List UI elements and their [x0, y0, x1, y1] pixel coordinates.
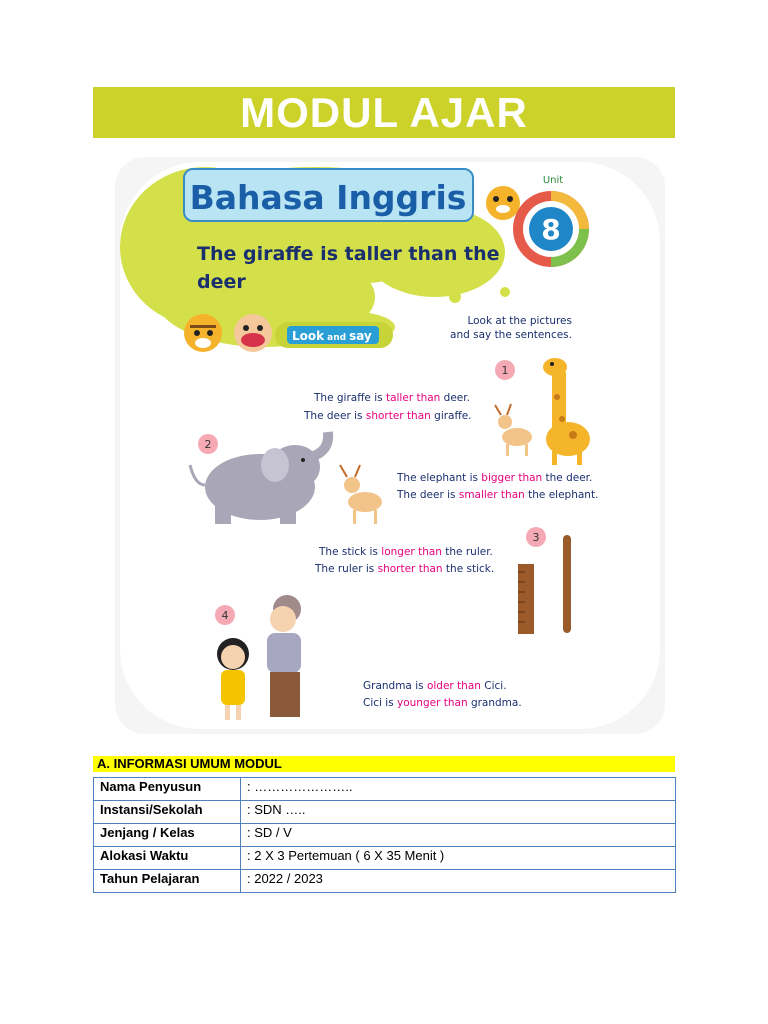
- table-row: [94, 847, 676, 870]
- number-badge: [215, 605, 235, 625]
- sentence-4b: Cici is younger than grandma.: [363, 697, 522, 709]
- row-label: Jenjang / Kelas: [94, 824, 241, 847]
- sentence-4a: Grandma is older than Cici.: [363, 680, 507, 692]
- number-badge: [526, 527, 546, 547]
- sentence-3b: The ruler is shorter than the stick.: [315, 563, 495, 575]
- module-info-table: [93, 777, 676, 893]
- sentence-3a: The stick is longer than the ruler.: [319, 546, 493, 558]
- svg-text:1: 1: [501, 364, 509, 377]
- row-label: Nama Penyusun: [94, 778, 241, 801]
- unit-number: 8: [541, 213, 561, 246]
- dog-face-icon: [234, 314, 272, 352]
- svg-text:3: 3: [532, 531, 540, 544]
- row-value: : …………………..: [241, 778, 676, 801]
- row-value: : 2 X 3 Pertemuan ( 6 X 35 Menit ): [241, 847, 676, 870]
- row-value: : SD / V: [241, 824, 676, 847]
- svg-text:Lookandsay: Look and say: [292, 329, 372, 343]
- look-and-say-tag: [275, 322, 393, 348]
- lesson-title-line2: deer: [197, 271, 246, 293]
- stick-illustration: [563, 535, 571, 633]
- row-label: Alokasi Waktu: [94, 847, 241, 870]
- row-label: Tahun Pelajaran: [94, 870, 241, 893]
- table-row: [94, 801, 676, 824]
- section-a-heading: A. INFORMASI UMUM MODUL: [93, 756, 675, 772]
- svg-text:4: 4: [221, 609, 229, 622]
- instruction-line2: and say the sentences.: [450, 329, 572, 341]
- number-badge: [495, 360, 515, 380]
- number-badge: [198, 434, 218, 454]
- table-row: [94, 778, 676, 801]
- tiger-icon: [486, 186, 520, 220]
- module-title-banner: [93, 87, 675, 138]
- sentence-1a: The giraffe is taller than deer.: [314, 392, 470, 404]
- sentence-2b: The deer is smaller than the elephant.: [397, 489, 599, 501]
- tiger-face-icon: [184, 314, 222, 352]
- sentence-2a: The elephant is bigger than the deer.: [397, 472, 593, 484]
- ruler-illustration: [518, 564, 534, 634]
- table-row: [94, 870, 676, 893]
- unit-label: Unit: [542, 175, 564, 186]
- grandma-illustration: [267, 595, 301, 717]
- cover-illustration: [115, 157, 665, 734]
- row-value: : SDN …..: [241, 801, 676, 824]
- instruction-line1: Look at the pictures: [467, 315, 572, 327]
- lesson-title-line1: The giraffe is taller than the: [197, 243, 500, 265]
- row-value: : 2022 / 2023: [241, 870, 676, 893]
- subject-title: Bahasa Inggris: [189, 178, 467, 217]
- svg-text:2: 2: [204, 438, 212, 451]
- table-row: [94, 824, 676, 847]
- sentence-1b: The deer is shorter than giraffe.: [304, 410, 472, 422]
- module-title: MODUL AJAR: [240, 88, 528, 136]
- row-label: Instansi/Sekolah: [94, 801, 241, 824]
